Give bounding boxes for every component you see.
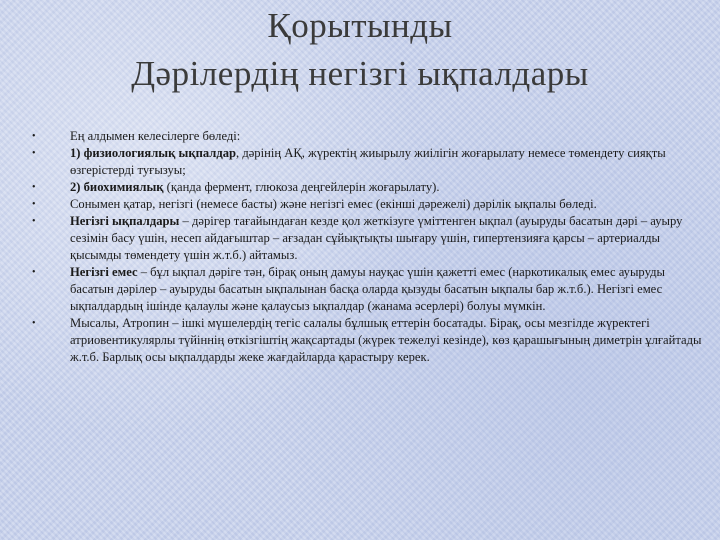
item-text: (қанда фермент, глюкоза деңгейлерін жоғарылату). (163, 180, 440, 194)
list-item (24, 179, 708, 196)
bullet-icon: • (32, 267, 36, 278)
item-bold-text: 1) физиологиялық ықпалдар (70, 146, 237, 160)
list-item (24, 315, 708, 366)
item-bold-text: Негізгі емес (70, 265, 138, 279)
title-line-1: Қорытынды (267, 6, 453, 45)
list-item (24, 213, 708, 264)
bullet-icon: • (32, 199, 36, 210)
list-item (24, 128, 708, 145)
item-text: – бұл ықпал дәріге тән, бірақ оның дамуы науқас үшін қажетті емес (наркотикалық емес ауыруды басатын дәрілер – ауыруды басатын ықпалынан басқа оларда қызуды басатын ықпалы бар ж.т.б.). Негізгі емес ықпалдардың ішінде қалаулы және қалаусыз ықпалдар (жанама әсерлері) болуы мүмкін. (70, 265, 665, 313)
item-text: Сонымен қатар, негізгі (немесе басты) және негізгі емес (екінші дәрежелі) дәрілік ықпалы бөледі. (70, 197, 597, 211)
bullet-icon: • (32, 318, 36, 329)
item-text: Ең алдымен келесілерге бөледі: (70, 129, 241, 143)
bullet-list (24, 128, 708, 366)
item-text: Мысалы, Атропин – ішкі мүшелердің тегіс салалы бұлшық еттерін босатады. Бірақ, осы мезгілде жүректегі атриовентикулярлы түйіннің өткізгіштің жақсартады (жүрек тежелуі кезінде), көз қарашығының диметрін ұлғайтады ж.т.б. Барлық осы ықпалдарды жеке жағдайларда қарастыру керек. (70, 316, 702, 364)
item-text: – дәрігер тағайындаған кезде қол жеткізуге үміттенген ықпал (ауыруды басатын дәрі – ауыру сезімін басу үшін, несеп айдағыштар – ағзадан сұйықтықты шығару үшін, гипертензияға қарсы – артериалды қысымды төмендету үшін ж.т.б.) айтамыз. (70, 214, 683, 262)
bullet-icon: • (32, 216, 36, 227)
bullet-icon: • (32, 131, 36, 142)
item-bold-text: Негізгі ықпалдары (70, 214, 180, 228)
list-item (24, 264, 708, 315)
bullet-icon: • (32, 182, 36, 193)
slide-title (0, 2, 720, 98)
list-item (24, 196, 708, 213)
bullet-icon: • (32, 148, 36, 159)
item-bold-text: 2) биохимиялық (70, 180, 164, 194)
list-item (24, 145, 708, 179)
item-text: , дәрінің АҚ, жүректің жиырылу жиілігін жоғарылату немесе төмендету сияқты өзгерістерді туғызуы; (70, 146, 666, 177)
title-line-2: Дәрілердің негізгі ықпалдары (131, 54, 589, 93)
